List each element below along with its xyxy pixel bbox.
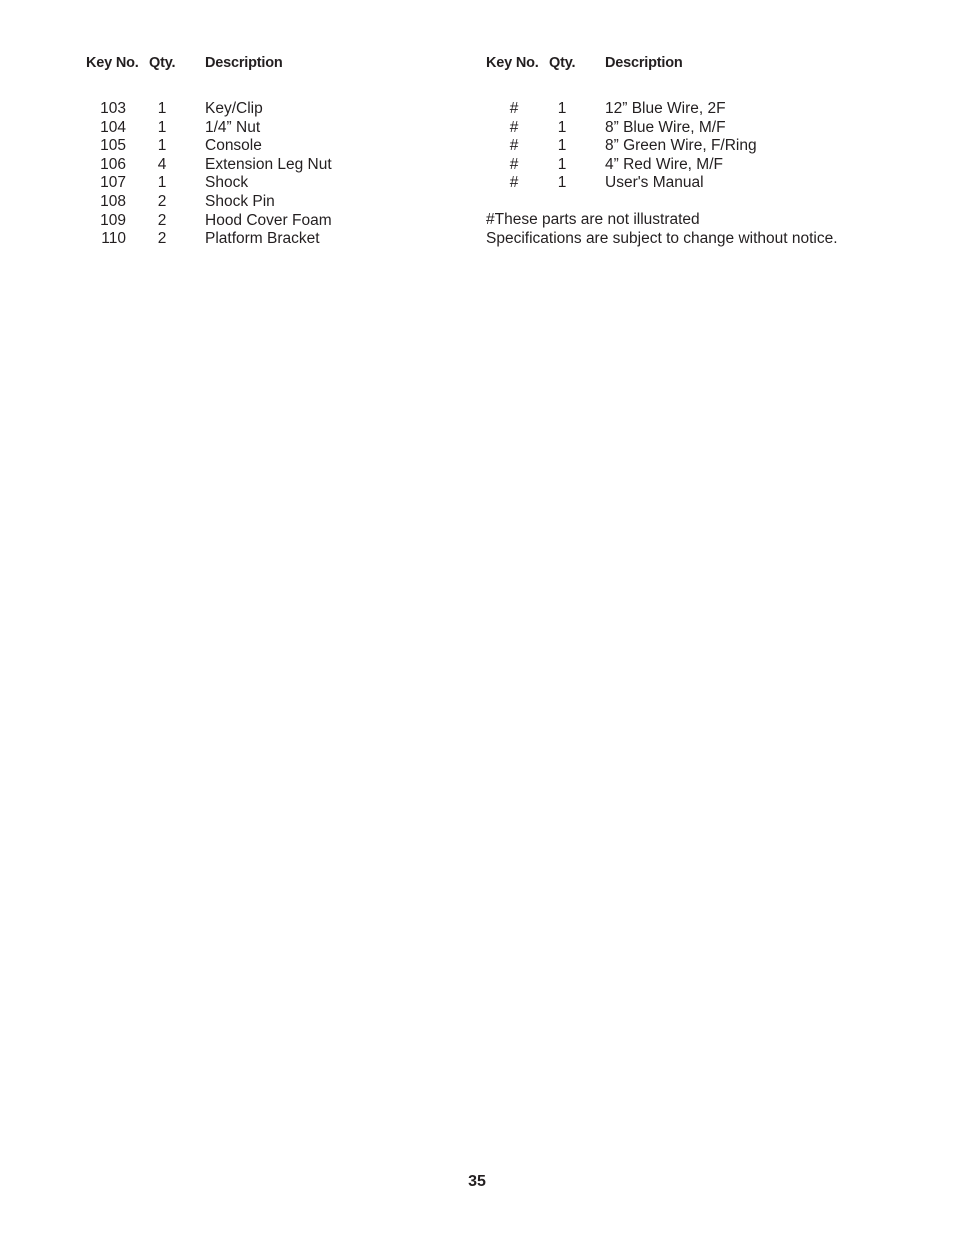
parts-row bbox=[86, 137, 466, 156]
footnotes bbox=[486, 211, 906, 248]
key-no-cell: 108 bbox=[100, 192, 126, 210]
description-cell: Shock bbox=[205, 174, 249, 192]
description-cell: Console bbox=[205, 137, 262, 155]
parts-row bbox=[486, 137, 906, 156]
description-cell: Hood Cover Foam bbox=[205, 211, 332, 229]
qty-cell: 2 bbox=[157, 211, 167, 229]
description-cell: 4” Red Wire, M/F bbox=[605, 155, 723, 173]
key-no-header: Key No. bbox=[86, 55, 139, 71]
parts-row bbox=[86, 212, 466, 231]
description-cell: Shock Pin bbox=[205, 192, 275, 210]
description-cell: 8” Green Wire, F/Ring bbox=[605, 137, 757, 155]
parts-list-left bbox=[86, 53, 466, 249]
qty-cell: 1 bbox=[157, 100, 167, 117]
parts-row bbox=[86, 156, 466, 175]
key-no-cell: # bbox=[509, 100, 519, 117]
parts-row bbox=[86, 230, 466, 249]
description-cell: Key/Clip bbox=[205, 100, 263, 117]
qty-cell: 1 bbox=[157, 118, 167, 136]
qty-cell: 1 bbox=[557, 174, 567, 192]
key-no-cell: 110 bbox=[101, 230, 126, 248]
description-cell: 1/4” Nut bbox=[205, 118, 261, 136]
key-no-cell: 105 bbox=[100, 137, 126, 155]
parts-row bbox=[86, 174, 466, 193]
qty-cell: 2 bbox=[157, 192, 167, 210]
page-number: 35 bbox=[468, 1173, 486, 1190]
qty-cell: 2 bbox=[157, 230, 167, 248]
key-no-cell: # bbox=[509, 137, 519, 155]
description-cell: Extension Leg Nut bbox=[205, 155, 332, 173]
key-no-cell: # bbox=[509, 155, 519, 173]
parts-row bbox=[486, 156, 906, 175]
description-header: Description bbox=[605, 55, 683, 71]
qty-cell: 1 bbox=[557, 155, 567, 173]
parts-row bbox=[86, 100, 466, 119]
key-no-cell: 109 bbox=[100, 211, 126, 229]
qty-cell: 4 bbox=[157, 155, 167, 173]
qty-cell: 1 bbox=[157, 174, 167, 192]
parts-row bbox=[86, 119, 466, 138]
not-illustrated-note: #These parts are not illustrated bbox=[486, 211, 700, 229]
parts-row bbox=[486, 174, 906, 193]
specifications-note: Specifications are subject to change without notice. bbox=[486, 230, 838, 248]
qty-header: Qty. bbox=[549, 55, 576, 71]
parts-row bbox=[486, 100, 906, 119]
qty-cell: 1 bbox=[557, 100, 567, 117]
key-no-cell: 103 bbox=[100, 100, 126, 117]
description-cell: 8” Blue Wire, M/F bbox=[605, 118, 726, 136]
key-no-header: Key No. bbox=[486, 55, 539, 71]
qty-cell: 1 bbox=[557, 137, 567, 155]
parts-row bbox=[486, 119, 906, 138]
parts-list-header bbox=[86, 53, 466, 75]
qty-cell: 1 bbox=[157, 137, 167, 155]
description-cell: Platform Bracket bbox=[205, 230, 320, 248]
key-no-cell: 104 bbox=[100, 118, 126, 136]
parts-list-header bbox=[486, 53, 906, 75]
parts-row bbox=[86, 193, 466, 212]
description-header: Description bbox=[205, 55, 283, 71]
description-cell: 12” Blue Wire, 2F bbox=[605, 100, 726, 117]
key-no-cell: 106 bbox=[100, 155, 126, 173]
parts-list-right bbox=[486, 53, 906, 249]
description-cell: User's Manual bbox=[605, 174, 704, 192]
key-no-cell: # bbox=[509, 118, 519, 136]
key-no-cell: 107 bbox=[100, 174, 126, 192]
qty-header: Qty. bbox=[149, 55, 176, 71]
key-no-cell: # bbox=[509, 174, 519, 192]
qty-cell: 1 bbox=[557, 118, 567, 136]
